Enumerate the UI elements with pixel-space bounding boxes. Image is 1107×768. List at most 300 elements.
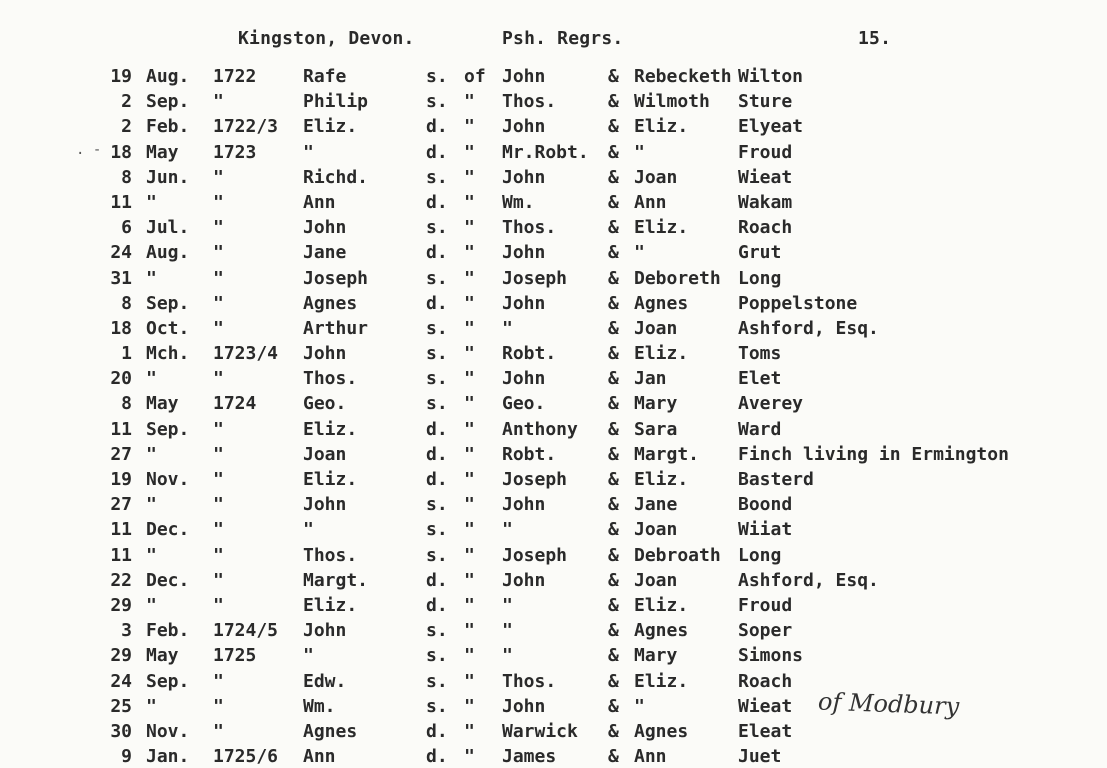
entry-surname: Elyeat xyxy=(738,116,804,138)
entry-sex: d. xyxy=(426,141,448,163)
entry-ampersand: & xyxy=(608,292,619,314)
entry-surname: Elet xyxy=(738,368,782,390)
entry-child-name: Richd. xyxy=(303,166,369,188)
entry-mother: Ann xyxy=(634,191,667,213)
entry-child-name: Eliz. xyxy=(303,594,358,616)
entry-sex: s. xyxy=(426,645,448,667)
register-entry xyxy=(0,341,1107,366)
entry-sex: d. xyxy=(426,746,448,768)
register-entry xyxy=(0,165,1107,190)
entry-father: Warwick xyxy=(502,720,578,742)
register-entry xyxy=(0,215,1107,240)
entry-surname: Ashford, Esq. xyxy=(738,569,879,591)
entry-surname: Wiiat xyxy=(738,519,793,541)
entry-day: 29 xyxy=(110,645,132,667)
register-entry xyxy=(0,190,1107,215)
entry-ampersand: & xyxy=(608,569,619,591)
register-entry xyxy=(0,719,1107,744)
entry-mother: Eliz. xyxy=(634,217,689,239)
entry-surname: Basterd xyxy=(738,469,814,490)
entry-father: John xyxy=(502,242,546,264)
entry-surname: Finch living in Ermington xyxy=(738,443,1009,465)
page-header xyxy=(0,28,1107,52)
entry-of: " xyxy=(464,519,475,541)
entry-year: 1722/3 xyxy=(213,116,279,138)
entry-child-name: Ann xyxy=(303,191,336,213)
entry-year: " xyxy=(213,166,224,188)
entry-surname: Juet xyxy=(738,746,782,768)
entry-sex: d. xyxy=(426,469,448,490)
entry-of: " xyxy=(464,469,475,490)
entry-of: " xyxy=(464,116,475,138)
entry-surname: Ashford, Esq. xyxy=(738,317,879,339)
entry-year: " xyxy=(213,720,224,742)
entry-surname: Soper xyxy=(738,620,793,642)
entry-child-name: Ann xyxy=(303,746,336,768)
entry-year: " xyxy=(213,292,224,314)
entry-surname: Froud xyxy=(738,594,793,616)
entry-of: " xyxy=(464,418,475,440)
entry-day: 29 xyxy=(110,594,132,616)
entry-ampersand: & xyxy=(608,343,619,365)
entry-of: " xyxy=(464,494,475,516)
entry-sex: s. xyxy=(426,393,448,415)
entry-mother: Wilmoth xyxy=(634,91,710,113)
entry-child-name: Joan xyxy=(303,443,347,465)
entry-surname: Toms xyxy=(738,343,782,365)
entry-child-name: Arthur xyxy=(303,317,369,339)
entry-child-name: Agnes xyxy=(303,720,358,742)
entry-ampersand: & xyxy=(608,645,619,667)
entry-sex: d. xyxy=(426,594,448,616)
entry-ampersand: & xyxy=(608,91,619,113)
register-entry xyxy=(0,291,1107,316)
entry-ampersand: & xyxy=(608,670,619,692)
entry-sex: s. xyxy=(426,267,448,289)
entry-ampersand: & xyxy=(608,393,619,415)
entry-of: " xyxy=(464,544,475,566)
entry-year: " xyxy=(213,544,224,566)
register-entry xyxy=(0,492,1107,517)
entry-child-name: Eliz. xyxy=(303,469,358,490)
register-entry xyxy=(0,64,1107,89)
entry-month: Feb. xyxy=(146,116,190,138)
entry-father: John xyxy=(502,116,546,138)
entry-ampersand: & xyxy=(608,242,619,264)
entry-father: Anthony xyxy=(502,418,578,440)
entry-surname: Long xyxy=(738,267,782,289)
entry-month: Sep. xyxy=(146,670,190,692)
entry-surname: Wilton xyxy=(738,66,804,87)
entry-father: Joseph xyxy=(502,469,568,490)
register-title: Psh. Regrs. xyxy=(502,28,624,49)
entry-month: Jul. xyxy=(146,217,190,239)
entry-father: John xyxy=(502,292,546,314)
margin-mark: . - xyxy=(76,142,102,158)
entry-sex: s. xyxy=(426,166,448,188)
entry-ampersand: & xyxy=(608,443,619,465)
entry-mother: Joan xyxy=(634,166,678,188)
entry-day: 31 xyxy=(110,267,132,289)
entry-month: Aug. xyxy=(146,66,190,87)
entry-month: Dec. xyxy=(146,519,190,541)
entry-day: 2 xyxy=(121,91,132,113)
entry-of: " xyxy=(464,91,475,113)
entry-mother: Margt. xyxy=(634,443,700,465)
entry-sex: d. xyxy=(426,191,448,213)
entry-day: 3 xyxy=(121,620,132,642)
entry-father: Joseph xyxy=(502,544,568,566)
register-entry xyxy=(0,417,1107,442)
entry-of: of xyxy=(464,66,486,87)
entry-mother: Eliz. xyxy=(634,343,689,365)
entry-of: " xyxy=(464,317,475,339)
entry-of: " xyxy=(464,242,475,264)
entry-child-name: John xyxy=(303,494,347,516)
entry-day: 9 xyxy=(121,746,132,768)
parish-place: Kingston, Devon. xyxy=(238,28,415,49)
entry-sex: s. xyxy=(426,544,448,566)
entry-child-name: " xyxy=(303,519,314,541)
entry-day: 25 xyxy=(110,695,132,717)
entry-year: " xyxy=(213,368,224,390)
entry-ampersand: & xyxy=(608,494,619,516)
entry-father: Thos. xyxy=(502,217,557,239)
entry-mother: Agnes xyxy=(634,620,689,642)
entry-mother: Mary xyxy=(634,645,678,667)
entry-mother: Debroath xyxy=(634,544,721,566)
entry-of: " xyxy=(464,670,475,692)
entry-mother: Joan xyxy=(634,519,678,541)
entry-of: " xyxy=(464,141,475,163)
entry-surname: Ward xyxy=(738,418,782,440)
entry-day: 8 xyxy=(121,292,132,314)
entry-day: 11 xyxy=(110,418,132,440)
entry-year: 1725/6 xyxy=(213,746,279,768)
entry-child-name: John xyxy=(303,343,347,365)
entry-father: John xyxy=(502,166,546,188)
entry-ampersand: & xyxy=(608,317,619,339)
entry-sex: s. xyxy=(426,519,448,541)
page-number: 15. xyxy=(858,28,892,49)
entry-child-name: Eliz. xyxy=(303,116,358,138)
entry-ampersand: & xyxy=(608,267,619,289)
entry-child-name: Eliz. xyxy=(303,418,358,440)
register-entry xyxy=(0,442,1107,467)
entry-surname: Simons xyxy=(738,645,804,667)
entry-month: " xyxy=(146,368,157,390)
entry-month: May xyxy=(146,141,179,163)
entry-ampersand: & xyxy=(608,544,619,566)
entry-month: " xyxy=(146,594,157,616)
register-entry xyxy=(0,316,1107,341)
entry-mother: Eliz. xyxy=(634,670,689,692)
entry-child-name: Geo. xyxy=(303,393,347,415)
entry-surname: Eleat xyxy=(738,720,793,742)
entry-sex: d. xyxy=(426,418,448,440)
entry-child-name: Philip xyxy=(303,91,369,113)
entry-surname: Wakam xyxy=(738,191,793,213)
entry-sex: s. xyxy=(426,217,448,239)
entry-father: Mr.Robt. xyxy=(502,141,589,163)
entry-mother: Rebecketh xyxy=(634,66,732,87)
entry-mother: " xyxy=(634,695,645,717)
entry-of: " xyxy=(464,217,475,239)
entry-surname: Wieat xyxy=(738,695,793,717)
entry-of: " xyxy=(464,343,475,365)
entry-day: 30 xyxy=(110,720,132,742)
entry-child-name: Thos. xyxy=(303,368,358,390)
entry-surname: Poppelstone xyxy=(738,292,858,314)
entry-ampersand: & xyxy=(608,695,619,717)
entry-ampersand: & xyxy=(608,418,619,440)
entry-year: " xyxy=(213,317,224,339)
entry-month: Jan. xyxy=(146,746,190,768)
entry-sex: d. xyxy=(426,116,448,138)
entry-day: 24 xyxy=(110,670,132,692)
entry-child-name: Margt. xyxy=(303,569,369,591)
entry-year: " xyxy=(213,191,224,213)
register-entry xyxy=(0,366,1107,391)
entry-surname: Long xyxy=(738,544,782,566)
entry-sex: d. xyxy=(426,569,448,591)
entry-ampersand: & xyxy=(608,141,619,163)
entry-father: Geo. xyxy=(502,393,546,415)
entry-of: " xyxy=(464,267,475,289)
entry-surname: Wieat xyxy=(738,166,793,188)
entry-of: " xyxy=(464,569,475,591)
entry-sex: s. xyxy=(426,343,448,365)
entry-year: " xyxy=(213,242,224,264)
entry-year: " xyxy=(213,217,224,239)
entry-father: " xyxy=(502,620,513,642)
entry-father: John xyxy=(502,494,546,516)
entry-day: 18 xyxy=(110,317,132,339)
register-entry xyxy=(0,618,1107,643)
entry-sex: s. xyxy=(426,620,448,642)
entry-ampersand: & xyxy=(608,594,619,616)
entry-month: May xyxy=(146,393,179,415)
entry-month: Mch. xyxy=(146,343,190,365)
entry-sex: d. xyxy=(426,292,448,314)
entry-mother: " xyxy=(634,242,645,264)
entry-year: " xyxy=(213,594,224,616)
register-entry xyxy=(0,240,1107,265)
entry-surname: Froud xyxy=(738,141,793,163)
entry-sex: s. xyxy=(426,368,448,390)
entry-day: 6 xyxy=(121,217,132,239)
entry-child-name: " xyxy=(303,645,314,667)
entry-ampersand: & xyxy=(608,469,619,490)
register-entry xyxy=(0,391,1107,416)
entry-mother: Ann xyxy=(634,746,667,768)
entry-child-name: Rafe xyxy=(303,66,347,87)
entry-mother: Eliz. xyxy=(634,116,689,138)
entry-father: Thos. xyxy=(502,670,557,692)
register-entry xyxy=(0,89,1107,114)
entry-month: Sep. xyxy=(146,418,190,440)
entry-mother: Jane xyxy=(634,494,678,516)
entry-year: 1725 xyxy=(213,645,257,667)
entry-father: John xyxy=(502,569,546,591)
entry-day: 1 xyxy=(121,343,132,365)
entry-year: 1723 xyxy=(213,141,257,163)
entry-year: 1724/5 xyxy=(213,620,279,642)
entry-year: " xyxy=(213,267,224,289)
entry-year: " xyxy=(213,670,224,692)
entry-mother: Mary xyxy=(634,393,678,415)
entry-child-name: John xyxy=(303,620,347,642)
entry-year: 1723/4 xyxy=(213,343,279,365)
entry-day: 19 xyxy=(110,66,132,87)
entry-father: Robt. xyxy=(502,443,557,465)
entry-child-name: Joseph xyxy=(303,267,369,289)
entry-year: 1722 xyxy=(213,66,257,87)
entry-of: " xyxy=(464,746,475,768)
entry-ampersand: & xyxy=(608,66,619,87)
entry-ampersand: & xyxy=(608,368,619,390)
entry-child-name: Jane xyxy=(303,242,347,264)
entry-father: Wm. xyxy=(502,191,535,213)
entry-year: " xyxy=(213,695,224,717)
entry-mother: Agnes xyxy=(634,292,689,314)
entry-day: 27 xyxy=(110,494,132,516)
entry-year: " xyxy=(213,469,224,490)
entry-father: James xyxy=(502,746,557,768)
entry-year: 1724 xyxy=(213,393,257,415)
entry-mother: Eliz. xyxy=(634,469,689,490)
entry-month: " xyxy=(146,494,157,516)
entry-month: " xyxy=(146,267,157,289)
entry-mother: Deboreth xyxy=(634,267,721,289)
register-entry xyxy=(0,568,1107,593)
entry-month: Oct. xyxy=(146,317,190,339)
entry-surname: Averey xyxy=(738,393,804,415)
register-entry xyxy=(0,744,1107,768)
entry-sex: s. xyxy=(426,670,448,692)
entry-ampersand: & xyxy=(608,720,619,742)
entry-surname: Grut xyxy=(738,242,782,264)
entry-sex: s. xyxy=(426,494,448,516)
entry-month: " xyxy=(146,191,157,213)
entry-child-name: Thos. xyxy=(303,544,358,566)
entry-ampersand: & xyxy=(608,191,619,213)
entry-child-name: John xyxy=(303,217,347,239)
entry-of: " xyxy=(464,292,475,314)
entry-month: " xyxy=(146,443,157,465)
register-entry xyxy=(0,140,1107,165)
register-entry xyxy=(0,467,1107,492)
entry-father: John xyxy=(502,368,546,390)
entry-month: Dec. xyxy=(146,569,190,591)
baptism-entries xyxy=(0,64,1107,768)
entry-month: May xyxy=(146,645,179,667)
entry-mother: Sara xyxy=(634,418,678,440)
entry-mother: Eliz. xyxy=(634,594,689,616)
entry-surname: Roach xyxy=(738,670,793,692)
entry-father: " xyxy=(502,519,513,541)
entry-child-name: " xyxy=(303,141,314,163)
entry-sex: d. xyxy=(426,242,448,264)
entry-day: 2 xyxy=(121,116,132,138)
register-entry xyxy=(0,266,1107,291)
entry-ampersand: & xyxy=(608,116,619,138)
register-entry xyxy=(0,517,1107,542)
entry-sex: s. xyxy=(426,695,448,717)
entry-day: 24 xyxy=(110,242,132,264)
entry-mother: Joan xyxy=(634,569,678,591)
entry-of: " xyxy=(464,191,475,213)
handwritten-annotation: of Modbury xyxy=(817,687,960,721)
entry-ampersand: & xyxy=(608,746,619,768)
entry-father: John xyxy=(502,66,546,87)
entry-month: " xyxy=(146,695,157,717)
entry-ampersand: & xyxy=(608,519,619,541)
register-entry xyxy=(0,114,1107,139)
entry-month: Sep. xyxy=(146,91,190,113)
entry-sex: s. xyxy=(426,66,448,87)
entry-surname: Sture xyxy=(738,91,793,113)
entry-month: " xyxy=(146,544,157,566)
entry-sex: d. xyxy=(426,720,448,742)
register-entry xyxy=(0,543,1107,568)
entry-day: 19 xyxy=(110,469,132,490)
entry-father: John xyxy=(502,695,546,717)
entry-ampersand: & xyxy=(608,166,619,188)
register-entry xyxy=(0,593,1107,618)
entry-mother: Joan xyxy=(634,317,678,339)
entry-sex: d. xyxy=(426,443,448,465)
entry-father: " xyxy=(502,645,513,667)
entry-month: Jun. xyxy=(146,166,190,188)
entry-month: Sep. xyxy=(146,292,190,314)
entry-of: " xyxy=(464,594,475,616)
entry-of: " xyxy=(464,620,475,642)
entry-month: Nov. xyxy=(146,469,190,490)
entry-father: Robt. xyxy=(502,343,557,365)
entry-day: 8 xyxy=(121,166,132,188)
entry-sex: s. xyxy=(426,317,448,339)
entry-month: Aug. xyxy=(146,242,190,264)
entry-child-name: Wm. xyxy=(303,695,336,717)
entry-mother: " xyxy=(634,141,645,163)
entry-day: 20 xyxy=(110,368,132,390)
entry-father: Joseph xyxy=(502,267,568,289)
entry-year: " xyxy=(213,91,224,113)
entry-day: 11 xyxy=(110,519,132,541)
entry-of: " xyxy=(464,368,475,390)
entry-day: 11 xyxy=(110,544,132,566)
entry-of: " xyxy=(464,443,475,465)
entry-day: 22 xyxy=(110,569,132,591)
entry-father: Thos. xyxy=(502,91,557,113)
entry-surname: Boond xyxy=(738,494,793,516)
entry-mother: Jan xyxy=(634,368,667,390)
entry-of: " xyxy=(464,695,475,717)
entry-father: " xyxy=(502,317,513,339)
entry-day: 18 xyxy=(110,141,132,163)
entry-father: " xyxy=(502,594,513,616)
entry-of: " xyxy=(464,720,475,742)
entry-year: " xyxy=(213,519,224,541)
entry-month: Nov. xyxy=(146,720,190,742)
entry-ampersand: & xyxy=(608,217,619,239)
entry-year: " xyxy=(213,418,224,440)
entry-year: " xyxy=(213,569,224,591)
entry-year: " xyxy=(213,443,224,465)
entry-child-name: Agnes xyxy=(303,292,358,314)
entry-of: " xyxy=(464,645,475,667)
